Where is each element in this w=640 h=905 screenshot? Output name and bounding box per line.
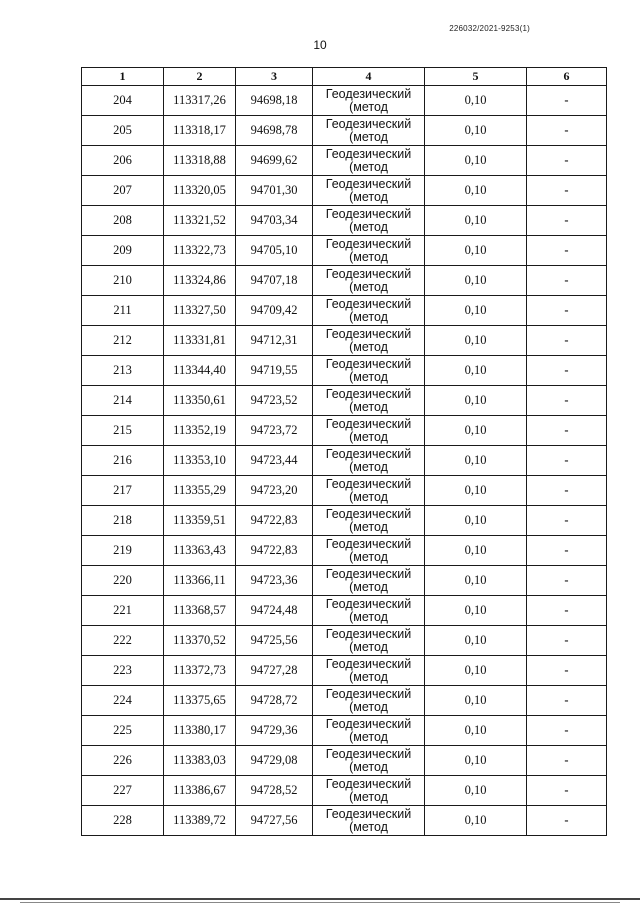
accuracy-cell: 0,10 [425,356,527,386]
method-text-line-2: (метод [349,279,388,294]
note-cell: - [527,146,607,176]
point-number-cell: 227 [82,776,164,806]
method-cell [313,176,425,206]
y-coordinate-cell: 94728,72 [236,686,313,716]
x-coordinate-cell: 113355,29 [164,476,236,506]
table-row [82,416,607,446]
y-coordinate-cell: 94698,78 [236,116,313,146]
accuracy-cell: 0,10 [425,806,527,836]
table-row [82,716,607,746]
x-coordinate-cell: 113353,10 [164,446,236,476]
method-text-line-1: Геодезический [325,86,412,101]
point-number-cell: 214 [82,386,164,416]
method-cell [313,356,425,386]
method-cell [313,116,425,146]
document-id: 226032/2021-9253(1) [449,24,530,33]
note-cell: - [527,476,607,506]
point-number-cell: 215 [82,416,164,446]
method-text-line-2: (метод [349,789,388,804]
y-coordinate-cell: 94722,83 [236,506,313,536]
table-row [82,326,607,356]
accuracy-cell: 0,10 [425,266,527,296]
table-row [82,206,607,236]
y-coordinate-cell: 94701,30 [236,176,313,206]
point-number-cell: 216 [82,446,164,476]
x-coordinate-cell: 113389,72 [164,806,236,836]
point-number-cell: 228 [82,806,164,836]
method-cell [313,656,425,686]
table-row [82,176,607,206]
x-coordinate-cell: 113366,11 [164,566,236,596]
x-coordinate-cell: 113383,03 [164,746,236,776]
point-number-cell: 210 [82,266,164,296]
accuracy-cell: 0,10 [425,776,527,806]
accuracy-cell: 0,10 [425,596,527,626]
method-cell [313,596,425,626]
table-row [82,536,607,566]
x-coordinate-cell: 113320,05 [164,176,236,206]
method-cell [313,326,425,356]
table-row [82,356,607,386]
point-number-cell: 224 [82,686,164,716]
note-cell: - [527,596,607,626]
y-coordinate-cell: 94699,62 [236,146,313,176]
method-text-line-1: Геодезический [325,236,412,251]
note-cell: - [527,356,607,386]
method-text-line-1: Геодезический [325,146,412,161]
method-text-line-2: (метод [349,249,388,264]
table-row [82,86,607,116]
note-cell: - [527,776,607,806]
accuracy-cell: 0,10 [425,296,527,326]
method-cell [313,386,425,416]
note-cell: - [527,86,607,116]
note-cell: - [527,716,607,746]
method-text-line-1: Геодезический [325,326,412,341]
point-number-cell: 218 [82,506,164,536]
method-cell [313,506,425,536]
point-number-cell: 207 [82,176,164,206]
y-coordinate-cell: 94728,52 [236,776,313,806]
y-coordinate-cell: 94703,34 [236,206,313,236]
y-coordinate-cell: 94725,56 [236,626,313,656]
point-number-cell: 223 [82,656,164,686]
x-coordinate-cell: 113350,61 [164,386,236,416]
x-coordinate-cell: 113363,43 [164,536,236,566]
table-row [82,806,607,836]
method-text-line-1: Геодезический [325,116,412,131]
method-text-line-2: (метод [349,639,388,654]
method-text-line-2: (метод [349,759,388,774]
method-cell [313,206,425,236]
x-coordinate-cell: 113317,26 [164,86,236,116]
accuracy-cell: 0,10 [425,476,527,506]
column-header-1: 1 [82,68,164,86]
x-coordinate-cell: 113327,50 [164,296,236,326]
note-cell: - [527,296,607,326]
table-row [82,476,607,506]
note-cell: - [527,746,607,776]
point-number-cell: 219 [82,536,164,566]
y-coordinate-cell: 94698,18 [236,86,313,116]
coordinates-table-wrapper [81,67,607,836]
accuracy-cell: 0,10 [425,386,527,416]
x-coordinate-cell: 113318,88 [164,146,236,176]
x-coordinate-cell: 113331,81 [164,326,236,356]
method-cell [313,536,425,566]
method-cell [313,776,425,806]
y-coordinate-cell: 94723,20 [236,476,313,506]
accuracy-cell: 0,10 [425,686,527,716]
method-text-line-2: (метод [349,519,388,534]
accuracy-cell: 0,10 [425,176,527,206]
method-text-line-2: (метод [349,99,388,114]
method-text-line-2: (метод [349,729,388,744]
method-cell [313,716,425,746]
y-coordinate-cell: 94727,56 [236,806,313,836]
x-coordinate-cell: 113368,57 [164,596,236,626]
accuracy-cell: 0,10 [425,86,527,116]
note-cell: - [527,686,607,716]
method-text-line-1: Геодезический [325,626,412,641]
method-text-line-2: (метод [349,129,388,144]
method-text-line-1: Геодезический [325,356,412,371]
point-number-cell: 213 [82,356,164,386]
accuracy-cell: 0,10 [425,746,527,776]
point-number-cell: 222 [82,626,164,656]
table-row [82,596,607,626]
column-header-5: 5 [425,68,527,86]
y-coordinate-cell: 94707,18 [236,266,313,296]
table-row [82,686,607,716]
point-number-cell: 221 [82,596,164,626]
x-coordinate-cell: 113359,51 [164,506,236,536]
point-number-cell: 226 [82,746,164,776]
table-row [82,386,607,416]
table-row [82,266,607,296]
note-cell: - [527,116,607,146]
column-header-6: 6 [527,68,607,86]
y-coordinate-cell: 94705,10 [236,236,313,266]
note-cell: - [527,446,607,476]
x-coordinate-cell: 113324,86 [164,266,236,296]
x-coordinate-cell: 113344,40 [164,356,236,386]
note-cell: - [527,536,607,566]
method-text-line-2: (метод [349,669,388,684]
method-text-line-1: Геодезический [325,596,412,611]
x-coordinate-cell: 113380,17 [164,716,236,746]
method-cell [313,86,425,116]
x-coordinate-cell: 113372,73 [164,656,236,686]
accuracy-cell: 0,10 [425,626,527,656]
y-coordinate-cell: 94724,48 [236,596,313,626]
accuracy-cell: 0,10 [425,326,527,356]
method-cell [313,266,425,296]
table-row [82,746,607,776]
method-cell [313,476,425,506]
method-cell [313,686,425,716]
accuracy-cell: 0,10 [425,416,527,446]
method-text-line-1: Геодезический [325,176,412,191]
note-cell: - [527,176,607,206]
note-cell: - [527,506,607,536]
point-number-cell: 212 [82,326,164,356]
y-coordinate-cell: 94723,72 [236,416,313,446]
y-coordinate-cell: 94727,28 [236,656,313,686]
method-text-line-2: (метод [349,189,388,204]
method-text-line-1: Геодезический [325,716,412,731]
method-text-line-1: Геодезический [325,746,412,761]
method-text-line-1: Геодезический [325,296,412,311]
note-cell: - [527,416,607,446]
bottom-scan-edge-secondary [20,902,620,903]
note-cell: - [527,266,607,296]
note-cell: - [527,386,607,416]
note-cell: - [527,326,607,356]
table-row [82,446,607,476]
method-text-line-2: (метод [349,429,388,444]
method-text-line-2: (метод [349,339,388,354]
x-coordinate-cell: 113318,17 [164,116,236,146]
page-number: 10 [313,38,327,52]
accuracy-cell: 0,10 [425,446,527,476]
method-text-line-2: (метод [349,549,388,564]
accuracy-cell: 0,10 [425,506,527,536]
method-cell [313,296,425,326]
table-row [82,506,607,536]
y-coordinate-cell: 94712,31 [236,326,313,356]
method-cell [313,746,425,776]
note-cell: - [527,656,607,686]
method-text-line-1: Геодезический [325,206,412,221]
coordinates-table [81,67,607,836]
point-number-cell: 220 [82,566,164,596]
y-coordinate-cell: 94722,83 [236,536,313,566]
y-coordinate-cell: 94719,55 [236,356,313,386]
method-text-line-2: (метод [349,609,388,624]
table-row [82,776,607,806]
accuracy-cell: 0,10 [425,146,527,176]
point-number-cell: 225 [82,716,164,746]
table-row [82,656,607,686]
column-header-4: 4 [313,68,425,86]
method-cell [313,806,425,836]
method-text-line-1: Геодезический [325,506,412,521]
y-coordinate-cell: 94723,44 [236,446,313,476]
x-coordinate-cell: 113352,19 [164,416,236,446]
method-text-line-2: (метод [349,219,388,234]
method-text-line-2: (метод [349,399,388,414]
note-cell: - [527,236,607,266]
y-coordinate-cell: 94729,36 [236,716,313,746]
method-cell [313,236,425,266]
accuracy-cell: 0,10 [425,116,527,146]
accuracy-cell: 0,10 [425,716,527,746]
accuracy-cell: 0,10 [425,536,527,566]
point-number-cell: 217 [82,476,164,506]
method-text-line-1: Геодезический [325,416,412,431]
point-number-cell: 211 [82,296,164,326]
point-number-cell: 209 [82,236,164,266]
column-header-3: 3 [236,68,313,86]
method-text-line-2: (метод [349,579,388,594]
method-cell [313,146,425,176]
accuracy-cell: 0,10 [425,656,527,686]
point-number-cell: 205 [82,116,164,146]
table-row [82,236,607,266]
table-row [82,116,607,146]
note-cell: - [527,566,607,596]
method-cell [313,416,425,446]
x-coordinate-cell: 113375,65 [164,686,236,716]
note-cell: - [527,206,607,236]
method-text-line-2: (метод [349,459,388,474]
note-cell: - [527,806,607,836]
table-row [82,626,607,656]
method-text-line-1: Геодезический [325,266,412,281]
table-row [82,296,607,326]
y-coordinate-cell: 94709,42 [236,296,313,326]
y-coordinate-cell: 94723,36 [236,566,313,596]
table-header-row [82,68,607,86]
method-text-line-1: Геодезический [325,476,412,491]
method-text-line-1: Геодезический [325,386,412,401]
x-coordinate-cell: 113321,52 [164,206,236,236]
point-number-cell: 206 [82,146,164,176]
table-body [82,86,607,836]
table-row [82,146,607,176]
x-coordinate-cell: 113322,73 [164,236,236,266]
column-header-2: 2 [164,68,236,86]
y-coordinate-cell: 94729,08 [236,746,313,776]
method-cell [313,566,425,596]
bottom-scan-edge [0,898,640,900]
accuracy-cell: 0,10 [425,206,527,236]
x-coordinate-cell: 113370,52 [164,626,236,656]
method-text-line-2: (метод [349,369,388,384]
method-text-line-1: Геодезический [325,686,412,701]
accuracy-cell: 0,10 [425,566,527,596]
point-number-cell: 208 [82,206,164,236]
method-text-line-2: (метод [349,699,388,714]
table-row [82,566,607,596]
x-coordinate-cell: 113386,67 [164,776,236,806]
method-text-line-1: Геодезический [325,806,412,821]
note-cell: - [527,626,607,656]
method-text-line-2: (метод [349,159,388,174]
method-cell [313,446,425,476]
y-coordinate-cell: 94723,52 [236,386,313,416]
method-text-line-2: (метод [349,309,388,324]
method-cell [313,626,425,656]
method-text-line-1: Геодезический [325,536,412,551]
method-text-line-1: Геодезический [325,446,412,461]
method-text-line-1: Геодезический [325,566,412,581]
accuracy-cell: 0,10 [425,236,527,266]
method-text-line-1: Геодезический [325,776,412,791]
method-text-line-1: Геодезический [325,656,412,671]
method-text-line-2: (метод [349,489,388,504]
point-number-cell: 204 [82,86,164,116]
method-text-line-2: (метод [349,819,388,834]
